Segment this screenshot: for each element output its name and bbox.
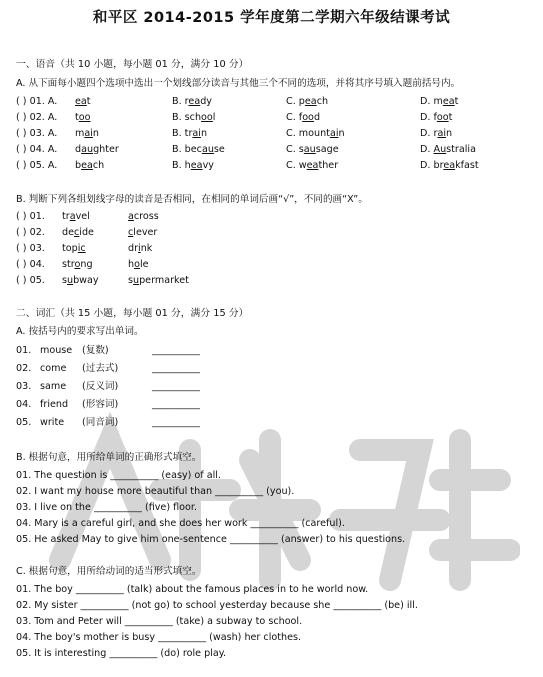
section-2b-instruction: B. 根据句意，用所给单词的正确形式填空。 xyxy=(16,452,202,463)
requirement: (形容词) xyxy=(82,399,119,410)
question-number: ( ) 02. xyxy=(16,227,45,238)
sentence: 04. Mary is a careful girl, and she does her work __________ (careful). xyxy=(16,518,345,529)
option-d: D. Australia xyxy=(420,144,476,155)
question-number: ( ) 05. A. xyxy=(16,160,58,171)
sentence: 01. The question is __________ (easy) of all. xyxy=(16,470,221,481)
requirement: (过去式) xyxy=(82,363,119,374)
given-word: mouse xyxy=(40,345,73,356)
word-one: strong xyxy=(62,259,93,270)
option-a: eat xyxy=(75,96,91,107)
word-one: decide xyxy=(62,227,94,238)
sentence: 05. He asked May to give him one-sentence __________ (answer) to his questions. xyxy=(16,534,406,545)
question-number: ( ) 01. xyxy=(16,211,45,222)
option-b: B. school xyxy=(172,112,216,123)
sentence: 02. My sister __________ (not go) to school yesterday because she __________ (be) ill. xyxy=(16,600,418,611)
word-one: subway xyxy=(62,275,99,286)
word-two: hole xyxy=(128,259,149,270)
question-number: ( ) 04. xyxy=(16,259,45,270)
question-number: ( ) 01. A. xyxy=(16,96,58,107)
option-a: beach xyxy=(75,160,105,171)
word-two: supermarket xyxy=(128,275,189,286)
given-word: same xyxy=(40,381,67,392)
requirement: (复数) xyxy=(82,345,109,356)
question-number: ( ) 03. xyxy=(16,243,45,254)
section-1b-instruction: B. 判断下列各组划线字母的读音是否相同，在相同的单词后画“√”，不同的画“X”。 xyxy=(16,194,368,205)
option-c: C. food xyxy=(286,112,321,123)
answer-blank: __________ xyxy=(152,363,200,374)
sentence: 05. It is interesting __________ (do) role play. xyxy=(16,648,227,659)
option-d: D. foot xyxy=(420,112,453,123)
sentence: 03. I live on the __________ (five) floor. xyxy=(16,502,198,513)
sentence: 03. Tom and Peter will __________ (take) a subway to school. xyxy=(16,616,303,627)
question-number: ( ) 04. A. xyxy=(16,144,58,155)
question-number: 02. xyxy=(16,363,32,374)
option-a: main xyxy=(75,128,99,139)
option-c: C. weather xyxy=(286,160,339,171)
section-1a-instruction: A. 从下面每小题四个选项中选出一个划线部分读音与其他三个不同的选项，并将其序号填入题前括号内。 xyxy=(16,78,461,89)
question-number: 03. xyxy=(16,381,32,392)
option-b: B. heavy xyxy=(172,160,214,171)
answer-blank: __________ xyxy=(152,399,200,410)
given-word: come xyxy=(40,363,67,374)
requirement: (反义词) xyxy=(82,381,119,392)
option-d: D. meat xyxy=(420,96,459,107)
answer-blank: __________ xyxy=(152,345,200,356)
word-one: travel xyxy=(62,211,90,222)
section-2-heading: 二、词汇（共 15 小题，每小题 01 分，满分 15 分） xyxy=(16,308,249,319)
option-b: B. train xyxy=(172,128,208,139)
sentence: 02. I want my house more beautiful than __________ (you). xyxy=(16,486,295,497)
word-two: across xyxy=(128,211,159,222)
section-2c-instruction: C. 根据句意，用所给动词的适当形式填空。 xyxy=(16,566,202,577)
option-a: daughter xyxy=(75,144,119,155)
given-word: friend xyxy=(40,399,69,410)
question-number: 01. xyxy=(16,345,32,356)
given-word: write xyxy=(40,417,65,428)
sentence: 04. The boy's mother is busy __________ (wash) her clothes. xyxy=(16,632,302,643)
question-number: ( ) 02. A. xyxy=(16,112,58,123)
question-number: ( ) 05. xyxy=(16,275,45,286)
option-b: B. ready xyxy=(172,96,212,107)
answer-blank: __________ xyxy=(152,417,200,428)
option-d: D. breakfast xyxy=(420,160,479,171)
sentence: 01. The boy __________ (talk) about the famous places in to he world now. xyxy=(16,584,369,595)
question-number: ( ) 03. A. xyxy=(16,128,58,139)
word-two: drink xyxy=(128,243,153,254)
section-1-heading: 一、语音（共 10 小题，每小题 01 分，满分 10 分） xyxy=(16,59,249,70)
option-b: B. because xyxy=(172,144,225,155)
question-number: 04. xyxy=(16,399,32,410)
answer-blank: __________ xyxy=(152,381,200,392)
section-2a-instruction: A. 按括号内的要求写出单词。 xyxy=(16,326,144,337)
word-two: clever xyxy=(128,227,158,238)
option-d: D. rain xyxy=(420,128,453,139)
option-c: C. sausage xyxy=(286,144,339,155)
option-c: C. peach xyxy=(286,96,329,107)
exam-title: 和平区 2014-2015 学年度第二学期六年级结课考试 xyxy=(92,10,451,26)
question-number: 05. xyxy=(16,417,32,428)
option-c: C. mountain xyxy=(286,128,345,139)
word-one: topic xyxy=(62,243,86,254)
requirement: (同音词) xyxy=(82,417,119,428)
option-a: too xyxy=(75,112,91,123)
